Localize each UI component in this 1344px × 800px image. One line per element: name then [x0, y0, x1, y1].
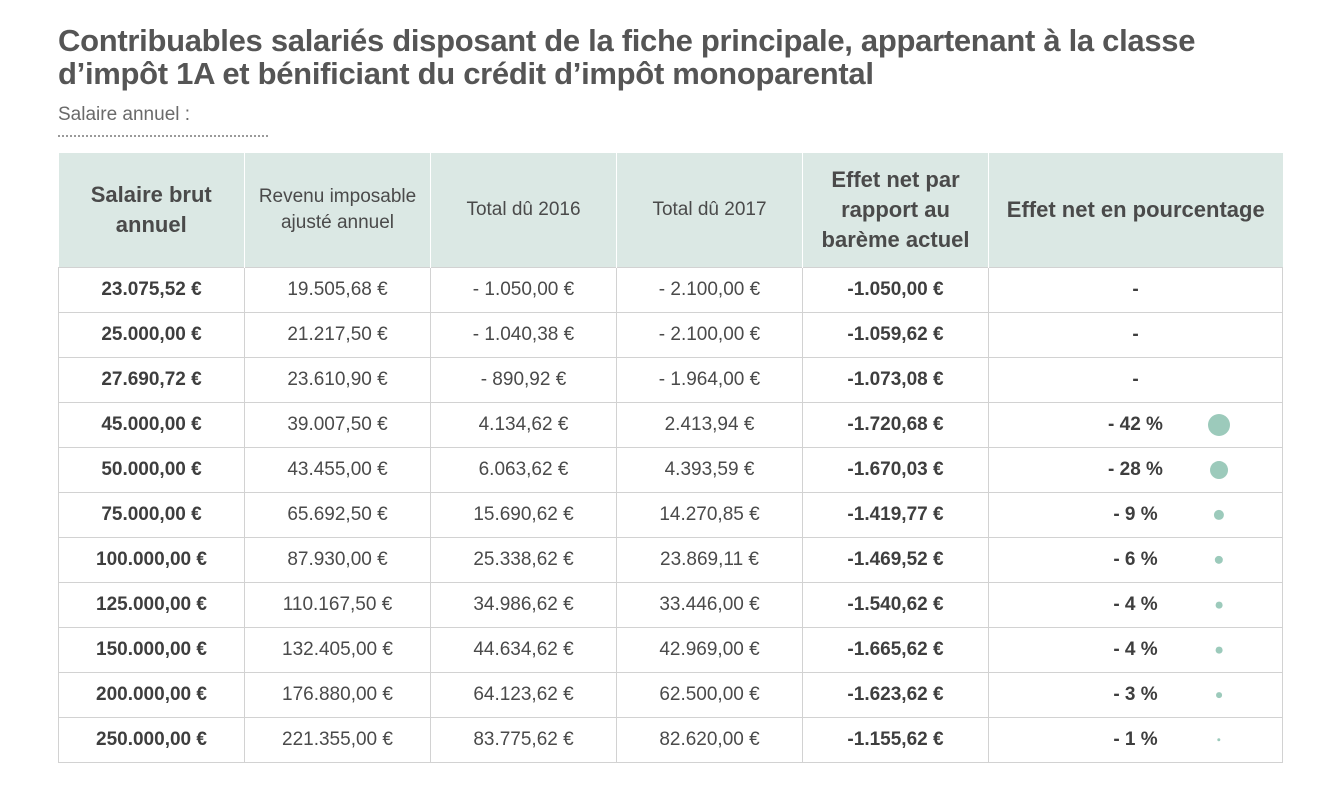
cell-taxable-income: 176.880,00 €: [245, 673, 431, 718]
percent-value: -: [1132, 279, 1139, 300]
percent-value: - 6 %: [1113, 549, 1158, 570]
page-title: Contribuables salariés disposant de la fiche principale, appartenant à la classe d’impôt 1A et bénificiant du crédit d’impôt monoparental: [58, 23, 1196, 91]
percent-value: - 9 %: [1113, 504, 1158, 525]
percent-value: - 4 %: [1113, 594, 1158, 615]
cell-net-effect-percent: [989, 538, 1283, 583]
table-row: [59, 448, 1283, 493]
cell-total-2017: - 2.100,00 €: [617, 268, 803, 313]
cell-total-2016: 64.123,62 €: [431, 673, 617, 718]
cell-total-2016: 83.775,62 €: [431, 718, 617, 763]
salary-subtitle: Salaire annuel :: [58, 104, 191, 125]
cell-net-effect: -1.469,52 €: [803, 538, 989, 583]
percent-bubble-icon: [1216, 692, 1222, 698]
cell-net-effect: -1.050,00 €: [803, 268, 989, 313]
cell-net-effect-percent: [989, 583, 1283, 628]
cell-gross-salary: 27.690,72 €: [59, 358, 245, 403]
cell-total-2016: 44.634,62 €: [431, 628, 617, 673]
percent-bubble-icon: [1217, 738, 1220, 741]
percent-value: - 4 %: [1113, 639, 1158, 660]
cell-gross-salary: 45.000,00 €: [59, 403, 245, 448]
cell-total-2017: 2.413,94 €: [617, 403, 803, 448]
header-gross-salary: Salaire brut annuel: [59, 153, 245, 268]
cell-taxable-income: 39.007,50 €: [245, 403, 431, 448]
cell-total-2016: 15.690,62 €: [431, 493, 617, 538]
percent-bubble-icon: [1216, 602, 1223, 609]
cell-net-effect-percent: [989, 448, 1283, 493]
cell-gross-salary: 75.000,00 €: [59, 493, 245, 538]
percent-bubble-icon: [1208, 414, 1230, 436]
cell-gross-salary: 200.000,00 €: [59, 673, 245, 718]
cell-net-effect-percent: [989, 628, 1283, 673]
cell-gross-salary: 100.000,00 €: [59, 538, 245, 583]
cell-total-2017: 4.393,59 €: [617, 448, 803, 493]
cell-taxable-income: 132.405,00 €: [245, 628, 431, 673]
table-row: [59, 673, 1283, 718]
cell-gross-salary: 50.000,00 €: [59, 448, 245, 493]
table-row: [59, 583, 1283, 628]
cell-taxable-income: 221.355,00 €: [245, 718, 431, 763]
cell-net-effect: -1.540,62 €: [803, 583, 989, 628]
cell-total-2016: - 890,92 €: [431, 358, 617, 403]
cell-total-2016: 6.063,62 €: [431, 448, 617, 493]
cell-net-effect-percent: [989, 358, 1283, 403]
cell-net-effect-percent: [989, 493, 1283, 538]
cell-total-2017: 82.620,00 €: [617, 718, 803, 763]
cell-total-2017: - 1.964,00 €: [617, 358, 803, 403]
cell-net-effect-percent: [989, 268, 1283, 313]
cell-gross-salary: 125.000,00 €: [59, 583, 245, 628]
table-header-row: [59, 153, 1283, 268]
cell-net-effect: -1.665,62 €: [803, 628, 989, 673]
cell-total-2016: - 1.040,38 €: [431, 313, 617, 358]
cell-net-effect-percent: [989, 403, 1283, 448]
cell-gross-salary: 25.000,00 €: [59, 313, 245, 358]
cell-total-2016: 25.338,62 €: [431, 538, 617, 583]
percent-value: -: [1132, 324, 1139, 345]
percent-bubble-icon: [1215, 556, 1223, 564]
header-total-2017: Total dû 2017: [617, 153, 803, 268]
percent-bubble-icon: [1214, 510, 1224, 520]
percent-bubble-icon: [1216, 647, 1223, 654]
cell-net-effect: -1.720,68 €: [803, 403, 989, 448]
header-taxable-income: Revenu imposable ajusté annuel: [245, 153, 431, 268]
percent-bubble-icon: [1210, 461, 1228, 479]
cell-net-effect-percent: [989, 673, 1283, 718]
cell-taxable-income: 23.610,90 €: [245, 358, 431, 403]
cell-net-effect: -1.155,62 €: [803, 718, 989, 763]
cell-gross-salary: 23.075,52 €: [59, 268, 245, 313]
cell-net-effect: -1.670,03 €: [803, 448, 989, 493]
cell-total-2017: 62.500,00 €: [617, 673, 803, 718]
cell-total-2016: 34.986,62 €: [431, 583, 617, 628]
header-total-2016: Total dû 2016: [431, 153, 617, 268]
cell-total-2017: 14.270,85 €: [617, 493, 803, 538]
tax-table: [58, 153, 1283, 763]
cell-taxable-income: 21.217,50 €: [245, 313, 431, 358]
subtitle-dotted-rule: [58, 135, 268, 137]
percent-value: - 3 %: [1113, 684, 1158, 705]
cell-total-2017: 23.869,11 €: [617, 538, 803, 583]
cell-net-effect-percent: [989, 313, 1283, 358]
table-row: [59, 403, 1283, 448]
cell-net-effect: -1.419,77 €: [803, 493, 989, 538]
cell-taxable-income: 19.505,68 €: [245, 268, 431, 313]
percent-value: - 28 %: [1108, 459, 1163, 480]
header-net-effect: Effet net par rapport au barème actuel: [803, 153, 989, 268]
percent-value: - 1 %: [1113, 729, 1158, 750]
cell-total-2017: - 2.100,00 €: [617, 313, 803, 358]
cell-gross-salary: 150.000,00 €: [59, 628, 245, 673]
table-row: [59, 628, 1283, 673]
percent-value: - 42 %: [1108, 414, 1163, 435]
table-row: [59, 358, 1283, 403]
percent-value: -: [1132, 369, 1139, 390]
cell-net-effect: -1.623,62 €: [803, 673, 989, 718]
header-net-effect-percent: Effet net en pourcentage: [989, 153, 1283, 268]
cell-taxable-income: 110.167,50 €: [245, 583, 431, 628]
cell-total-2016: 4.134,62 €: [431, 403, 617, 448]
cell-gross-salary: 250.000,00 €: [59, 718, 245, 763]
table-row: [59, 718, 1283, 763]
table-row: [59, 493, 1283, 538]
cell-total-2017: 42.969,00 €: [617, 628, 803, 673]
cell-taxable-income: 43.455,00 €: [245, 448, 431, 493]
cell-net-effect: -1.059,62 €: [803, 313, 989, 358]
table-row: [59, 538, 1283, 583]
table-row: [59, 313, 1283, 358]
cell-total-2016: - 1.050,00 €: [431, 268, 617, 313]
table-row: [59, 268, 1283, 313]
cell-total-2017: 33.446,00 €: [617, 583, 803, 628]
cell-taxable-income: 65.692,50 €: [245, 493, 431, 538]
cell-net-effect-percent: [989, 718, 1283, 763]
cell-net-effect: -1.073,08 €: [803, 358, 989, 403]
cell-taxable-income: 87.930,00 €: [245, 538, 431, 583]
